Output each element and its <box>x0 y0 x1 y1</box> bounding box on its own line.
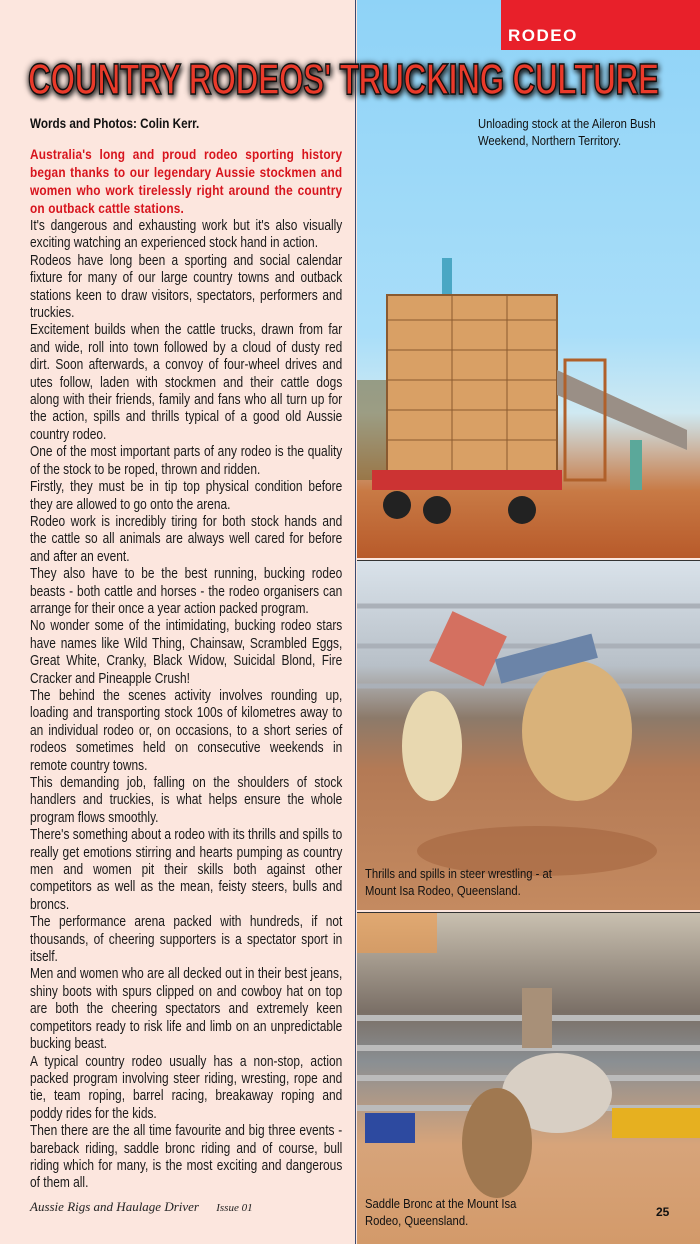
publication-name: Aussie Rigs and Haulage Driver <box>30 1198 199 1214</box>
issue-number: Issue 01 <box>216 1201 253 1214</box>
page-footer <box>30 1199 355 1216</box>
article-body <box>30 218 342 1193</box>
photo-caption-3: Saddle Bronc at the Mount Isa Rodeo, Queensland. <box>365 1197 517 1228</box>
byline: Words and Photos: Colin Kerr. <box>30 115 200 131</box>
section-label: RODEO <box>508 26 578 45</box>
paragraph: It's dangerous and exhausting work but it's also visually exciting watching an experienced stock hand in action. <box>30 218 343 252</box>
paragraph: A typical country rodeo usually has a non-stop, action packed program involving steer riding, wresting, rope and tie, team roping, barrel racing, breakaway roping and poddy rides for the kids. <box>30 1053 343 1122</box>
lead-paragraph: Australia's long and proud rodeo sporting history began thanks to our legendary Aussie stockmen and women who work tirelessly right around the country on outback cattle stations. <box>30 147 343 217</box>
paragraph: There's something about a rodeo with its thrills and spills to really get emotions stirring and hearts pumping as country men and women pit their skills both against other competitors as well as the mean, feisty steers, bulls and broncs. <box>30 827 343 913</box>
paragraph: This demanding job, falling on the shoulders of stock handlers and truckies, is what helps ensure the whole program flows smoothly. <box>30 775 343 826</box>
paragraph: One of the most important parts of any rodeo is the quality of the stock to be roped, thrown and ridden. <box>30 444 343 478</box>
paragraph: Firstly, they must be in tip top physical condition before they are allowed to go onto the arena. <box>30 479 343 513</box>
paragraph: Men and women who are all decked out in their best jeans, shiny boots with spurs clipped on and cowboy hat on top are both the cheering spectators and extremely keen competitors ready to risk life and limb on an unpredictable bucking beast. <box>30 966 343 1053</box>
paragraph: Rodeo work is incredibly tiring for both stock hands and the cattle so all animals are always well cared for before and after an event. <box>30 513 343 565</box>
paragraph: Excitement builds when the cattle trucks, drawn from far and wide, roll into town followed by a cloud of dusty red dirt. Soon afterwards, a convoy of four-wheel drives and utes follow, laden with stockmen and their cattle dogs along with their friends, family and fans who all turn up for the action, spills and thrills typical of a good old Aussie country rodeo. <box>30 322 343 443</box>
steer-wrestling-illustration <box>357 561 700 910</box>
section-tab <box>501 0 700 50</box>
photo-steer-wrestling <box>357 560 700 910</box>
paragraph: The behind the scenes activity involves rounding up, loading and transporting stock 100s of kilometres away to an individual rodeo or, on occasions, to a short series of rodeos sometimes held on consecutive weekends in remote country towns. <box>30 687 343 774</box>
paragraph: No wonder some of the intimidating, bucking rodeo stars have names like Wild Thing, Chainsaw, Scrambled Eggs, Great White, Cranky, Black Widow, Suicidal Blond, Fire Cracker and Pineapple Crush! <box>30 618 343 687</box>
photo-caption-2: Thrills and spills in steer wrestling - at Mount Isa Rodeo, Queensland. <box>365 867 552 898</box>
photo-saddle-bronc <box>357 912 700 1244</box>
saddle-bronc-illustration <box>357 913 700 1244</box>
headline: COUNTRY RODEOS' TRUCKING CULTURE <box>28 55 659 104</box>
photo-caption-1: Unloading stock at the Aileron Bush Weekend, Northern Territory. <box>478 117 656 148</box>
paragraph: The performance arena packed with hundreds, if not thousands, of cheering supporters is a spectator sport in itself. <box>30 914 343 966</box>
paragraph: Then there are the all time favourite and big three events - bareback riding, saddle bronc riding and of course, bull riding which for many, is the most exciting and dangerous of them all. <box>30 1123 343 1192</box>
article-text <box>30 114 342 1193</box>
paragraph: They also have to be the best running, bucking rodeo beasts - both cattle and horses - the rodeo organisers can arrange for their once a year action packed program. <box>30 566 343 617</box>
page-number: 25 <box>656 1205 670 1219</box>
paragraph: Rodeos have long been a sporting and social calendar fixture for many of our large country towns and outback stations keen to draw visitors, spectators, performers and truckies. <box>30 252 343 322</box>
